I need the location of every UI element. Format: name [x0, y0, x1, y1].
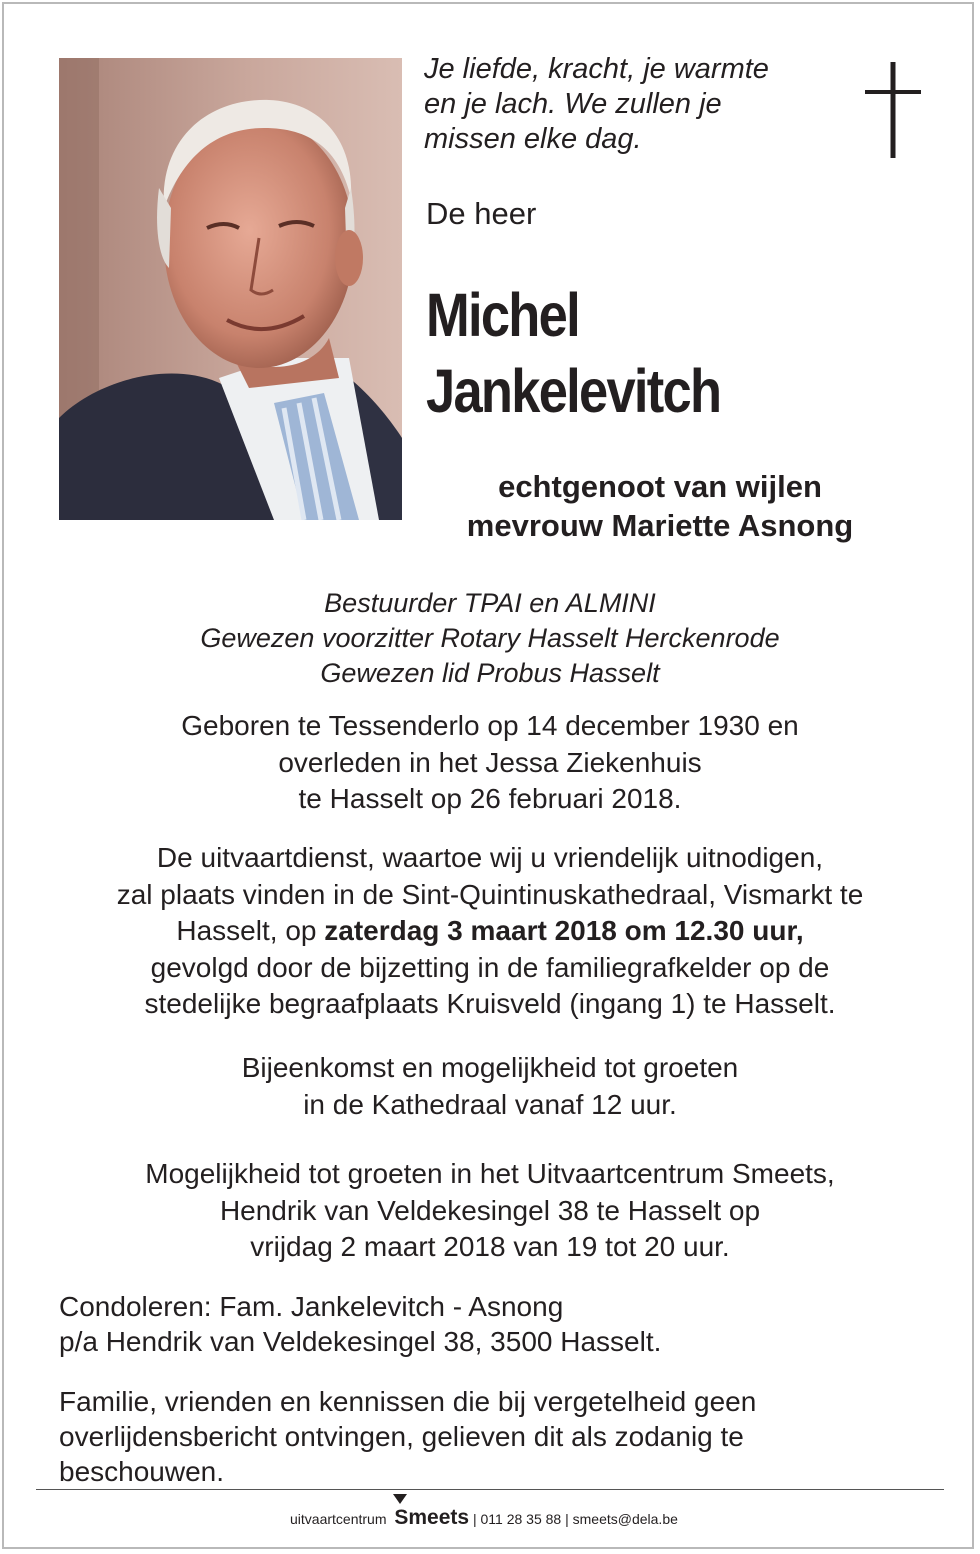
verse-line: missen elke dag. — [424, 123, 642, 155]
condolence-line: Condoleren: Fam. Jankelevitch - Asnong — [59, 1291, 564, 1322]
spouse-info — [420, 467, 900, 545]
funeral-home-footer — [290, 1505, 710, 1532]
notice-line: overlijdensbericht ontvingen, gelieven dit als zodanig te — [59, 1421, 744, 1452]
footer-brand: Smeets — [394, 1506, 470, 1529]
birth-line: te Hasselt op 26 februari 2018. — [298, 783, 682, 814]
role-line: Bestuurder TPAI en ALMINI — [324, 588, 656, 618]
birth-line: Geboren te Tessenderlo op 14 december 1930 en — [181, 710, 799, 741]
family-notice — [59, 1384, 929, 1489]
honorific: De heer — [426, 196, 537, 231]
first-name: Michel — [426, 281, 579, 349]
memorial-verse — [424, 52, 824, 157]
spouse-line: echtgenoot van wijlen — [498, 469, 822, 504]
role-line: Gewezen lid Probus Hasselt — [320, 658, 660, 688]
service-line: De uitvaartdienst, waartoe wij u vriendelijk uitnodigen, — [156, 842, 824, 873]
visitation-line: Mogelijkheid tot groeten in het Uitvaartcentrum Smeets, — [145, 1158, 835, 1189]
service-text: Hasselt, op — [176, 915, 325, 946]
verse-line: Je liefde, kracht, je warmte — [424, 53, 769, 85]
portrait-photo — [59, 58, 402, 520]
service-line — [40, 913, 940, 950]
verse-line: en je lach. We zullen je — [424, 88, 722, 120]
last-name: Jankelevitch — [426, 357, 721, 425]
spouse-line: mevrouw Mariette Asnong — [466, 508, 854, 543]
birth-death-info — [40, 708, 940, 818]
triangle-icon — [393, 1494, 407, 1504]
visitation-info — [40, 1156, 940, 1266]
footer-prefix: uitvaartcentrum — [290, 1511, 387, 1527]
footer-contact: | 011 28 35 88 | smeets@dela.be — [472, 1511, 678, 1527]
roles-list — [40, 586, 940, 691]
role-line: Gewezen voorzitter Rotary Hasselt Herckenrode — [200, 623, 780, 653]
birth-line: overleden in het Jessa Ziekenhuis — [278, 746, 702, 778]
condolences-address — [59, 1289, 929, 1359]
service-line: stedelijke begraafplaats Kruisveld (ingang 1) te Hasselt. — [144, 988, 836, 1019]
service-line: zal plaats vinden in de Sint-Quintinuskathedraal, Vismarkt te — [116, 878, 864, 910]
condolence-line: p/a Hendrik van Veldekesingel 38, 3500 Hasselt. — [59, 1326, 662, 1357]
service-datetime: zaterdag 3 maart 2018 om 12.30 uur, — [324, 915, 804, 946]
gathering-line: in de Kathedraal vanaf 12 uur. — [303, 1088, 677, 1120]
footer-divider — [36, 1489, 944, 1490]
deceased-name — [426, 277, 720, 429]
visitation-line: Hendrik van Veldekesingel 38 te Hasselt op — [219, 1194, 761, 1226]
cross-icon — [863, 62, 923, 158]
notice-line: beschouwen. — [59, 1456, 225, 1487]
notice-line: Familie, vrienden en kennissen die bij vergetelheid geen — [59, 1386, 757, 1417]
gathering-line: Bijeenkomst en mogelijkheid tot groeten — [241, 1052, 739, 1083]
service-line: gevolgd door de bijzetting in de familiegrafkelder op de — [150, 951, 830, 983]
funeral-service-info — [40, 840, 940, 1023]
gathering-info — [40, 1050, 940, 1123]
visitation-line: vrijdag 2 maart 2018 van 19 tot 20 uur. — [250, 1231, 730, 1262]
